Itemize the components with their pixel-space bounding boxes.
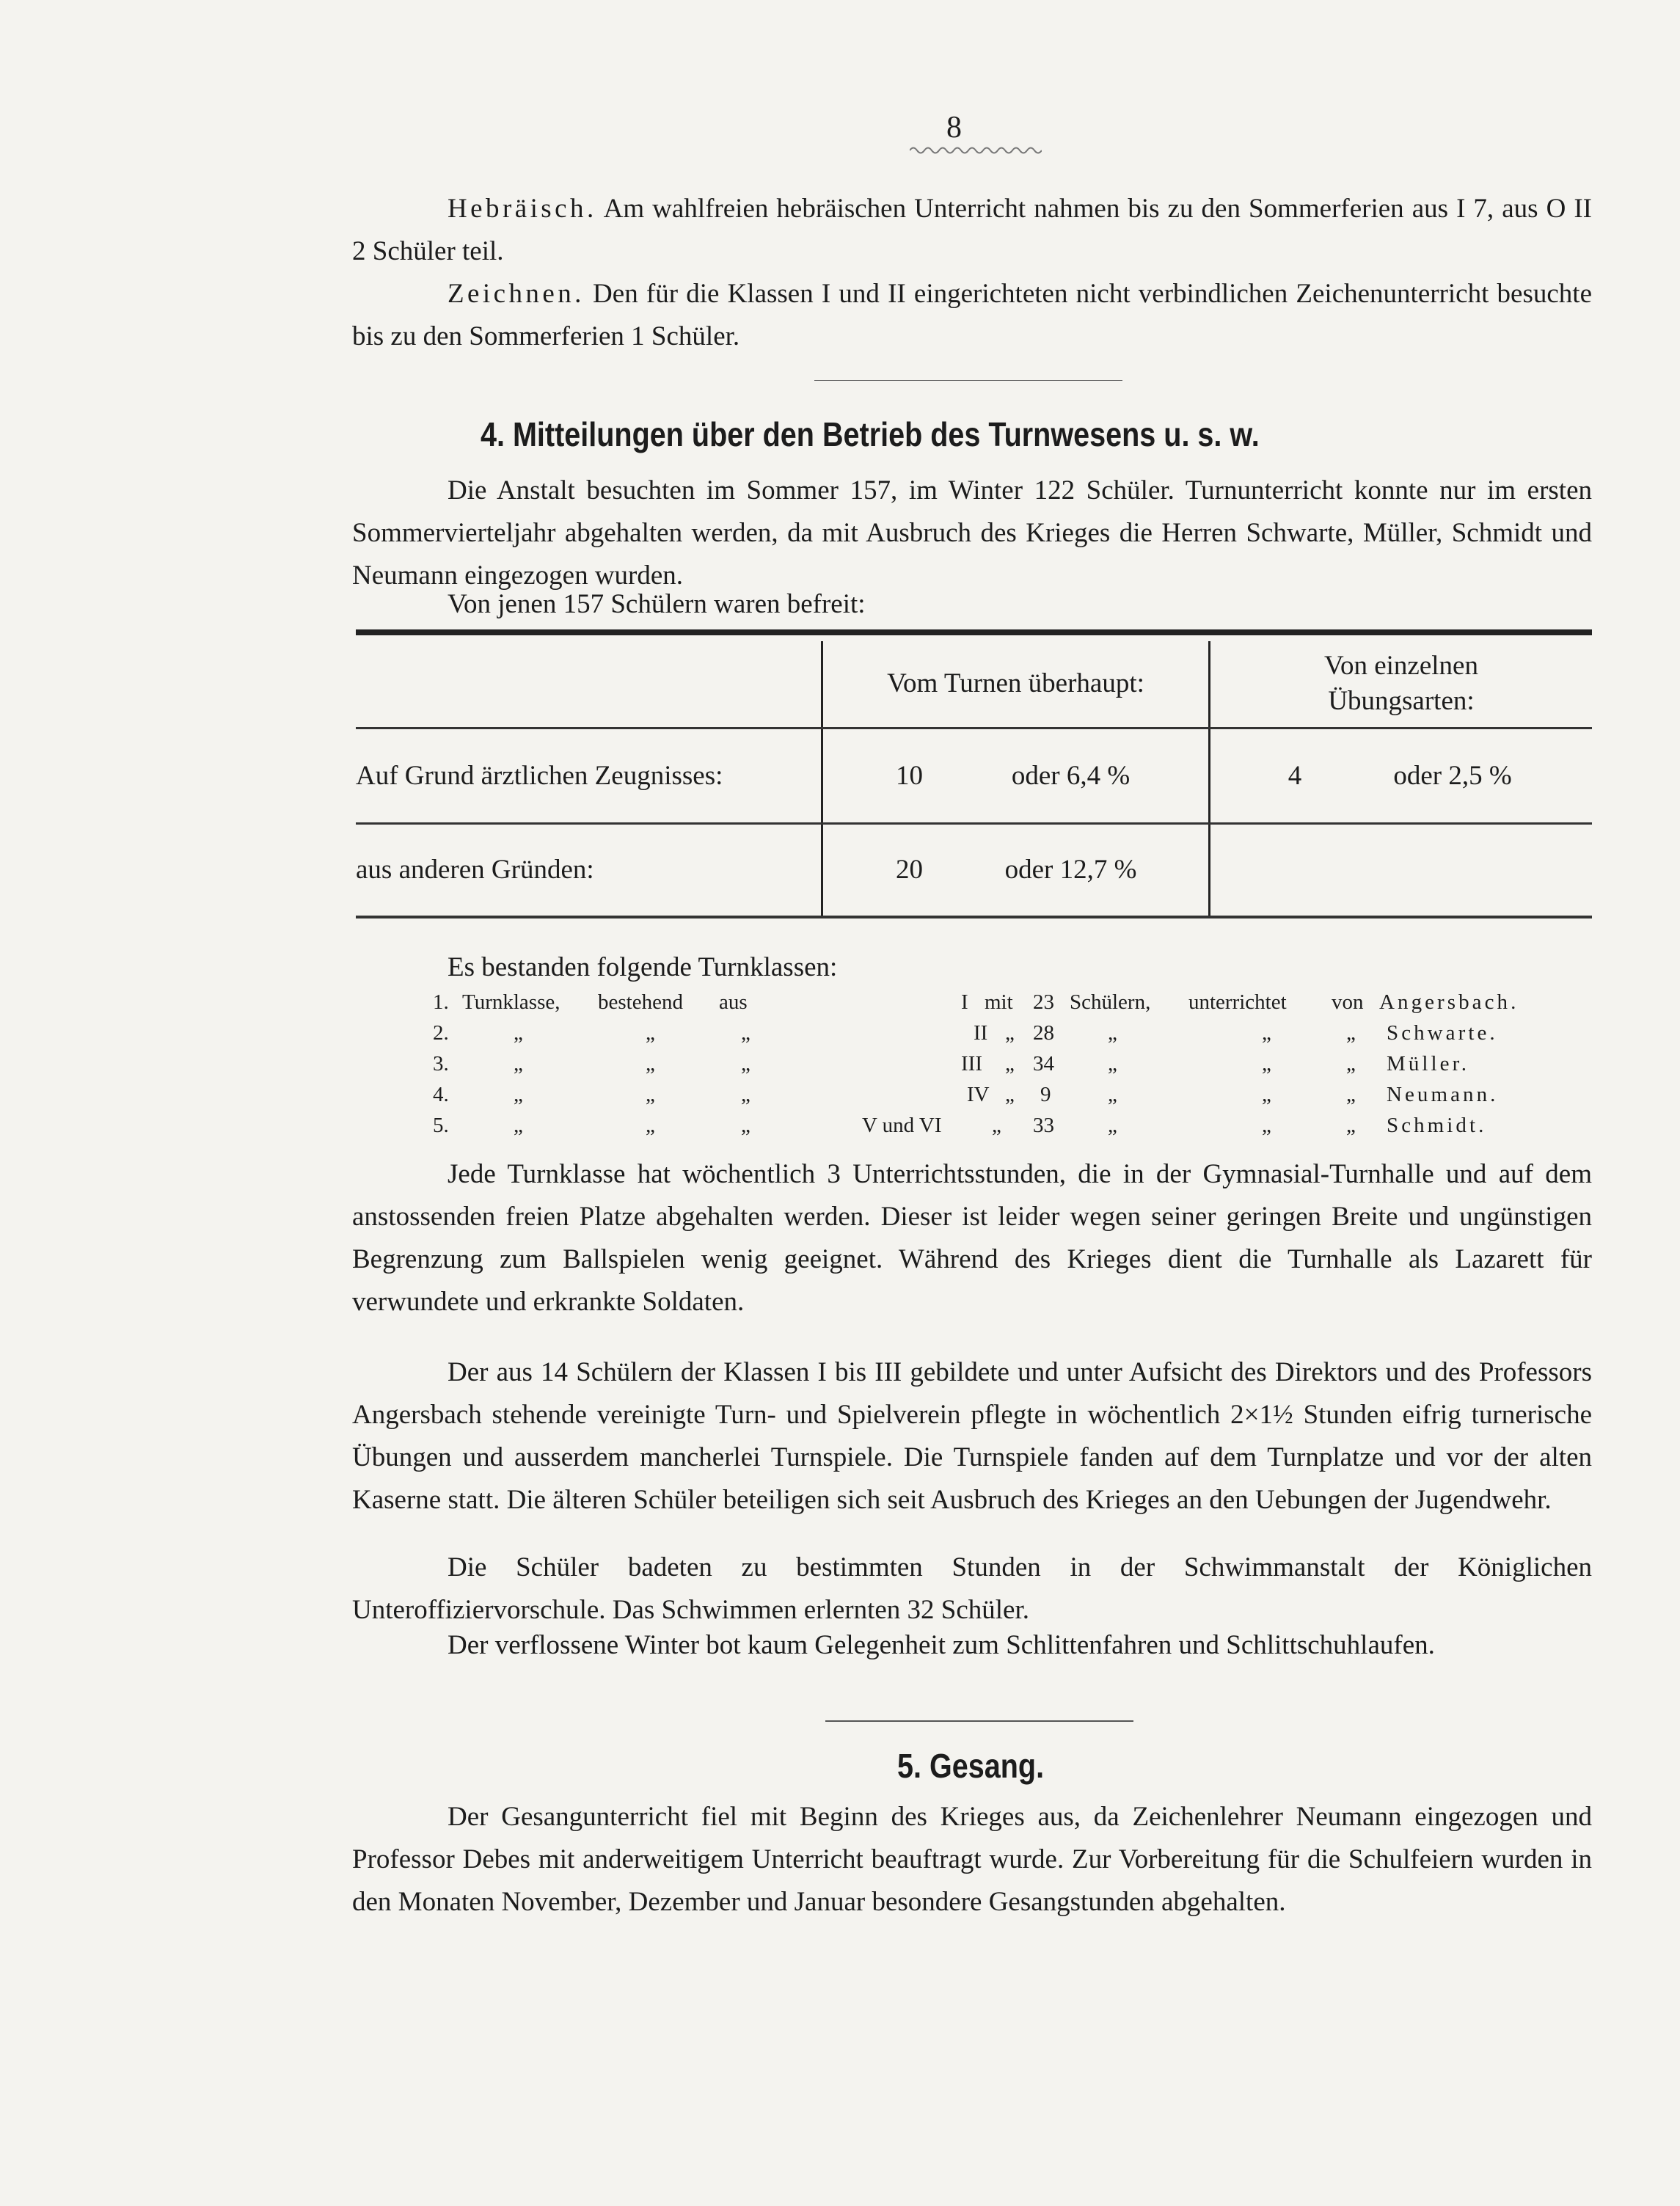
section-divider xyxy=(814,380,1122,381)
swimming-paragraph: Die Schüler badeten zu bestimmten Stunden in der Schwimmanstalt der Königlichen Unteroffiziervorschule. Das Schwimmen erlernten 32 Schüler. xyxy=(352,1552,1592,1625)
cell-number: 20 xyxy=(896,855,923,885)
list-item: 4. „ „ „ IV „ 9 „ „ „ Neumann. xyxy=(433,1083,1499,1106)
hebrew-paragraph xyxy=(352,188,1592,273)
page-number: 8 xyxy=(946,111,962,145)
row-label: aus anderen Gründen: xyxy=(356,823,822,917)
list-item: 1. Turnklasse, bestehend aus I mit 23 Schülern, unterrichtet von Angersbach. xyxy=(433,990,1519,1014)
list-item: 3. „ „ „ III „ 34 „ „ „ Müller. xyxy=(433,1052,1469,1075)
drawing-text: Den für die Klassen I und II eingerichteten nicht verbindlichen Zeichenunterricht besuchte bis zu den Sommerferien 1 Schüler. xyxy=(352,279,1592,351)
list-item: 2. „ „ „ II „ 28 „ „ „ Schwarte. xyxy=(433,1021,1498,1045)
exempt-lead: Von jenen 157 Schülern waren befreit: xyxy=(448,589,866,619)
hebrew-label: Hebräisch. xyxy=(448,194,597,224)
cell-number: 10 xyxy=(896,760,923,791)
gym-hall-paragraph: Jede Turnklasse hat wöchentlich 3 Unterrichtsstunden, die in der Gymnasial-Turnhalle und auf dem anstossenden freien Platze abgehalten werden. Dieser ist leider wegen seiner geringen Breite und ungünstigen Begrenzung zum Ballspielen wenig geeignet. Während des Krieges dient die Turnhalle als Lazarett für verwundete und erkrankte Soldaten. xyxy=(352,1159,1592,1317)
drawing-paragraph xyxy=(352,273,1592,358)
exemption-table xyxy=(356,629,1592,918)
sports-club-paragraph: Der aus 14 Schülern der Klassen I bis III gebildete und unter Aufsicht des Direktors und des Professors Angersbach stehende vereinigte Turn- und Spielverein pflegte in wöchentlich 2×1½ Stunden eifrig turnerische Übungen und ausserdem mancherlei Turnspiele. Die Turnspiele fanden auf dem Turnplatze und vor der alten Kaserne statt. Die älteren Schüler beteiligen sich seit Ausbruch des Krieges an den Uebungen der Jugendwehr. xyxy=(352,1357,1592,1515)
hebrew-text: Am wahlfreien hebräischen Unterricht nahmen bis zu den Sommerferien aus I 7, aus O II 2 Schüler teil. xyxy=(352,194,1592,266)
classes-lead: Es bestanden folgende Turnklassen: xyxy=(448,952,838,982)
section-5-heading: 5. Gesang. xyxy=(897,1747,1045,1785)
cell-number: 4 xyxy=(1288,760,1302,791)
table-row xyxy=(356,823,1592,917)
singing-paragraph: Der Gesangunterricht fiel mit Beginn des Krieges aus, da Zeichenlehrer Neumann eingezogen und Professor Debes mit anderweitigem Unterricht beauftragt wurde. Zur Vorbereitung für die Schulfeiern wurden in den Monaten November, Dezember und Januar besondere Gesangstunden abgehalten. xyxy=(352,1802,1592,1917)
list-item: 5. „ „ „ V und VI „ 33 „ „ „ Schmidt. xyxy=(433,1114,1487,1137)
row-label: Auf Grund ärztlichen Zeugnisses: xyxy=(356,728,822,823)
section-divider xyxy=(825,1720,1133,1722)
ornament-divider xyxy=(910,145,1042,156)
header-specific: Von einzelnen Übungsarten: xyxy=(1210,641,1593,728)
winter-paragraph: Der verflossene Winter bot kaum Gelegenheit zum Schlittenfahren und Schlittschuhlaufen. xyxy=(448,1630,1435,1660)
drawing-label: Zeichnen. xyxy=(448,279,585,309)
cell-percent: oder 12,7 % xyxy=(1004,855,1137,885)
table-row xyxy=(356,728,1592,823)
header-general: Vom Turnen überhaupt: xyxy=(822,641,1210,728)
cell-percent: oder 6,4 % xyxy=(1011,760,1131,791)
section-4-heading: 4. Mitteilungen über den Betrieb des Turnwesens u. s. w. xyxy=(481,415,1260,453)
cell-percent: oder 2,5 % xyxy=(1393,760,1512,791)
attendance-paragraph: Die Anstalt besuchten im Sommer 157, im Winter 122 Schüler. Turnunterricht konnte nur im ersten Sommervierteljahr abgehalten werden, da mit Ausbruch des Krieges die Herren Schwarte, Müller, Schmidt und Neumann eingezogen wurden. xyxy=(352,475,1592,591)
